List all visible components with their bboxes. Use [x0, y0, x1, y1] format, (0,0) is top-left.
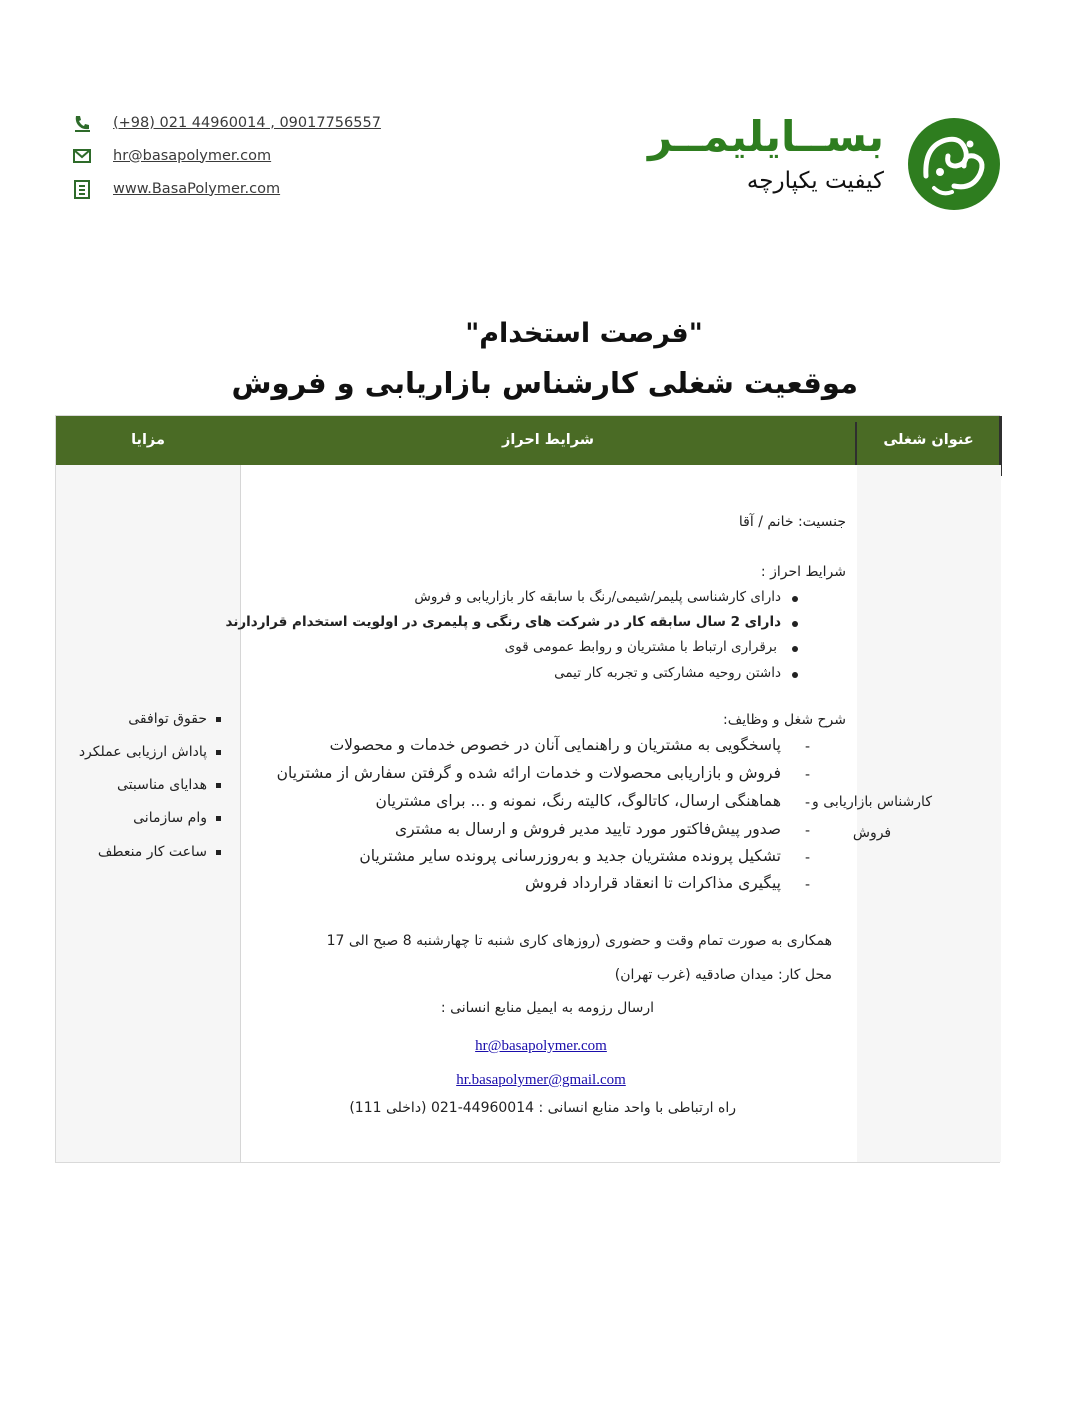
bullet-dot-icon [792, 672, 798, 678]
dash-icon: - [805, 795, 811, 811]
duty-item: هماهنگی ارسال، کاتالوگ، کالیته رنگ، نمونه و ... برای مشتریان [375, 792, 781, 810]
phone-link[interactable]: (+98) 021 44960014 , 09017756557 [113, 114, 381, 131]
bullet-dot-icon [792, 596, 798, 602]
web-icon [72, 179, 92, 199]
hr-contact-text: راه ارتباطی با واحد منابع انسانی : 44960014-021 (داخلی 111) [349, 1100, 736, 1116]
dash-icon: - [805, 850, 811, 866]
bullet-square-icon [216, 850, 221, 855]
logo-text [648, 112, 884, 196]
dash-icon: - [805, 823, 811, 839]
bullet-square-icon [216, 717, 221, 722]
logo-emblem-icon [906, 116, 1002, 212]
duty-item: صدور پیش‌فاکتور مورد تایید مدیر فروش و ارسال به مشتری [395, 820, 781, 838]
gender-text: جنسیت: خانم / آقا [738, 514, 846, 530]
logo-name: بســایلیمــر [647, 112, 884, 161]
duty-item: پیگیری مذاکرات تا انعقاد قرارداد فروش [525, 874, 781, 892]
work-hours-text: همکاری به صورت تمام وقت و حضوری (روزهای کاری شنبه تا چهارشنبه 8 صبح الی 17 [326, 933, 832, 949]
benefit-item: حقوق توافقی [128, 711, 207, 727]
duties-heading: شرح شغل و وظایف: [723, 712, 846, 728]
job-title-line: کارشناس بازاریابی و [812, 794, 932, 810]
duty-item: تشکیل پرونده مشتریان جدید و به‌روزرسانی پرونده سایر مشتریان [359, 847, 781, 865]
requirement-item: برقراری ارتباط با مشتریان و روابط عمومی قوی [504, 639, 777, 655]
contact-phone-row [72, 106, 381, 139]
email-icon [72, 146, 92, 166]
benefit-item: پاداش ارزیابی عملکرد [78, 744, 207, 760]
dash-icon: - [805, 739, 811, 755]
header-divider [855, 422, 857, 466]
bullet-dot-icon [792, 646, 798, 652]
requirement-item: دارای کارشناسی پلیمر/شیمی/رنگ با سابقه کار بازاریابی و فروش [414, 589, 781, 605]
phone-icon [72, 113, 92, 133]
page-subtitle: موقعیت شغلی کارشناس بازاریابی و فروش [231, 366, 858, 400]
bullet-square-icon [216, 750, 221, 755]
resume-gmail-link[interactable]: hr.basapolymer@gmail.com [456, 1072, 626, 1088]
benefit-item: وام سازمانی [133, 810, 207, 826]
dash-icon: - [805, 877, 811, 893]
requirement-item: داشتن روحیه مشارکتی و تجربه کار تیمی [554, 665, 781, 681]
contact-info [72, 106, 381, 205]
header-requirements: شرایط احراز [501, 432, 595, 448]
duty-item: فروش و بازاریابی محصولات و خدمات ارائه شده و گرفتن سفارش از مشتریان [276, 764, 781, 782]
header-job-title: عنوان شغلی [883, 432, 974, 448]
email-link[interactable]: hr@basapolymer.com [113, 147, 272, 164]
contact-email-row [72, 139, 381, 172]
page-title: "فرصت استخدام" [465, 318, 703, 349]
logo-tagline: کیفیت یکپارچه [746, 168, 884, 194]
table-header [56, 416, 1001, 465]
header-benefits: مزایا [131, 432, 165, 448]
contact-web-row [72, 172, 381, 205]
job-title-line: فروش [852, 825, 892, 841]
bullet-square-icon [216, 783, 221, 788]
dash-icon: - [805, 767, 811, 783]
resume-instruction: ارسال رزومه به ایمیل منابع انسانی : [440, 1000, 654, 1016]
duty-item: پاسخگویی به مشتریان و راهنمایی آنان در خصوص خدمات و محصولات [329, 736, 781, 754]
benefit-item: ساعت کار منعطف [97, 844, 207, 860]
requirement-item: دارای 2 سال سابقه کار در شرکت های رنگی و پلیمری در اولویت استخدام قراردارند [225, 614, 781, 630]
company-logo [630, 112, 1002, 216]
website-link[interactable]: www.BasaPolymer.com [113, 180, 281, 197]
requirements-heading: شرایط احراز : [760, 564, 846, 580]
bullet-square-icon [216, 816, 221, 821]
job-title-text [812, 787, 932, 849]
bullet-dot-icon [792, 621, 798, 627]
resume-email-link[interactable]: hr@basapolymer.com [475, 1038, 607, 1054]
work-location-text: محل کار: میدان صادقیه (غرب تهران) [614, 967, 832, 983]
benefit-item: هدایای مناسبتی [116, 777, 207, 793]
